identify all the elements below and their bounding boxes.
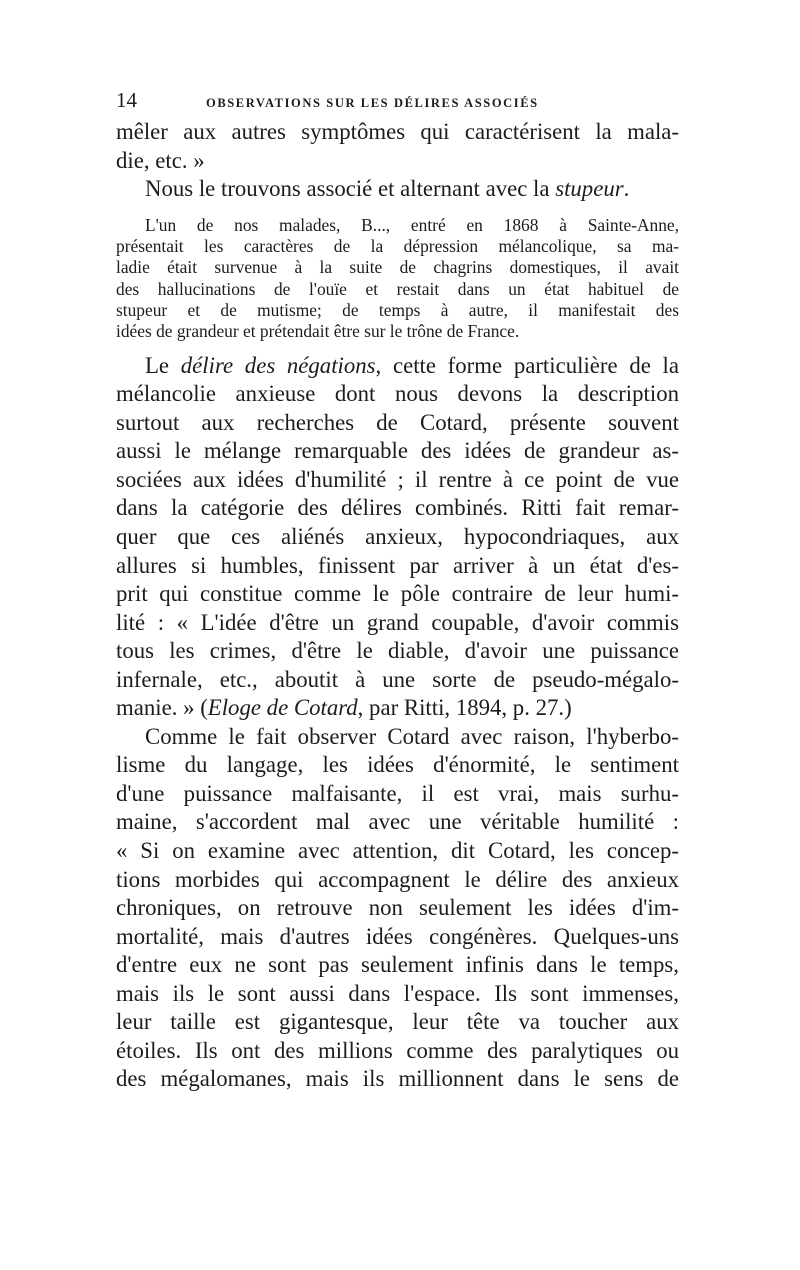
text-line: dans la catégorie des délires combinés. Ritti fait remar-: [116, 495, 679, 521]
cotard-paragraph: [116, 723, 679, 1094]
case-line: idées de grandeur et prétendait être sur le trône de France.: [116, 321, 520, 342]
text-line: mêler aux autres symptômes qui caractérisent la mala-: [116, 119, 679, 144]
text-line: mélancolie anxieuse dont nous devons la description: [116, 381, 679, 407]
text-fragment: , par Ritti, 1894, p. 27.): [357, 695, 572, 721]
text-line: lisme du langage, les idées d'énormité, le sentiment: [116, 752, 679, 778]
text-fragment: manie. » (: [116, 695, 208, 721]
text-line: mais ils le sont aussi dans l'espace. Ils sont immenses,: [116, 980, 679, 1006]
text-line: infernale, etc., aboutit à une sorte de pseudo-mégalo-: [116, 666, 679, 692]
paragraph-first-line: Comme le fait observer Cotard avec raison, l'hyberbo-: [145, 723, 679, 749]
paragraph-first-line: [116, 352, 679, 381]
paragraph-last-line: [116, 694, 679, 723]
text-line: lité : « L'idée d'être un grand coupable, d'avoir commis: [116, 609, 679, 635]
book-page: [116, 88, 679, 1094]
text-line: d'entre eux ne sont pas seulement infinis dans le temps,: [116, 952, 679, 978]
text-line: tous les crimes, d'être le diable, d'avoir une puissance: [116, 638, 679, 664]
text-fragment: Nous le trouvons associé et alternant avec la: [145, 176, 556, 202]
text-line: maine, s'accordent mal avec une véritable humilité :: [116, 809, 679, 835]
stupeur-intro-line: [116, 175, 679, 204]
text-line: étoiles. Ils ont des millions comme des paralytiques ou: [116, 1037, 679, 1063]
text-fragment: Le: [145, 352, 181, 378]
text-line: prit qui constitue comme le pôle contraire de leur humi-: [116, 581, 679, 607]
text-line: leur taille est gigantesque, leur tête va toucher aux: [116, 1009, 679, 1035]
italic-term: stupeur: [555, 176, 624, 202]
running-title: OBSERVATIONS SUR LES DÉLIRES ASSOCIÉS: [206, 96, 539, 110]
text-fragment: , cette forme particulière de la: [375, 352, 679, 378]
page-number: 14: [116, 88, 137, 112]
text-fragment: .: [623, 176, 630, 202]
text-line: « Si on examine avec attention, dit Cotard, les concep-: [116, 838, 679, 863]
negations-paragraph: [116, 352, 679, 723]
text-line: allures si humbles, finissent par arriver à un état d'es-: [116, 552, 679, 578]
text-line: aussi le mélange remarquable des idées de grandeur as-: [116, 438, 679, 464]
case-report: [116, 215, 679, 343]
case-line: des hallucinations de l'ouïe et restait dans un état habituel de: [116, 278, 679, 299]
text-line: die, etc. »: [116, 147, 205, 173]
case-line: stupeur et de mutisme; de temps à autre, il manifestait des: [116, 300, 679, 321]
text-line: sociées aux idées d'humilité ; il rentre à ce point de vue: [116, 466, 679, 492]
text-line: tions morbides qui accompagnent le délire des anxieux: [116, 866, 679, 892]
body-text: [116, 118, 679, 204]
text-line: d'une puissance malfaisante, il est vrai, mais surhu-: [116, 780, 679, 806]
text-line: surtout aux recherches de Cotard, présente souvent: [116, 409, 679, 435]
text-line: des mégalomanes, mais ils millionnent dans le sens de: [116, 1066, 679, 1092]
running-head: [116, 88, 679, 114]
case-line: L'un de nos malades, B..., entré en 1868 à Sainte-Anne,: [145, 214, 679, 235]
text-line: mortalité, mais d'autres idées congénères. Quelques-uns: [116, 923, 679, 949]
italic-term: délire des négations: [180, 352, 376, 378]
text-line: chroniques, on retrouve non seulement les idées d'im-: [116, 895, 679, 921]
italic-citation: Eloge de Cotard: [207, 695, 358, 721]
text-line: quer que ces aliénés anxieux, hypocondriaques, aux: [116, 523, 679, 549]
case-line: ladie était survenue à la suite de chagrins domestiques, il avait: [116, 257, 679, 278]
case-line: présentait les caractères de la dépression mélancolique, sa ma-: [116, 235, 679, 256]
